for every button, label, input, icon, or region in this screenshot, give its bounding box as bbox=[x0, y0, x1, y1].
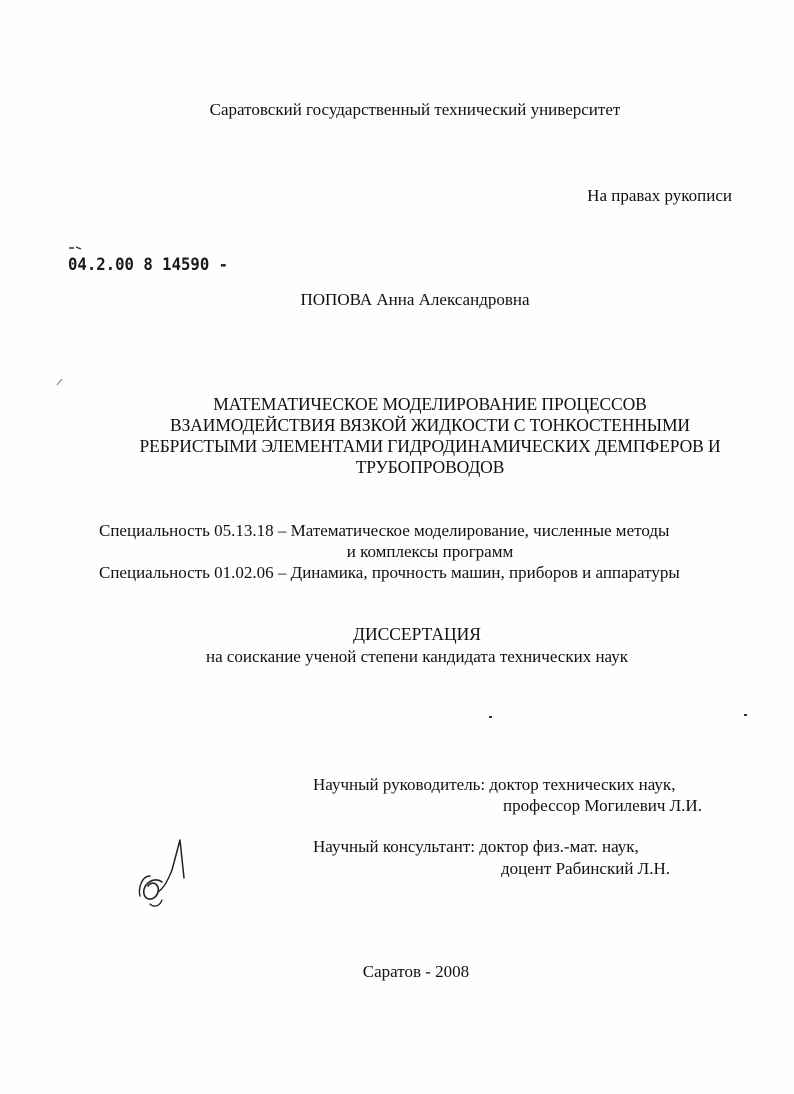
consultant-line-2: доцент Рабинский Л.Н. bbox=[501, 859, 670, 878]
university-name: Саратовский государственный технический университет bbox=[209, 100, 621, 119]
specialties bbox=[60, 520, 794, 583]
registration-stamp: 04.2.00 8 14590 - bbox=[68, 255, 229, 275]
consultant-line-1: Научный консультант: доктор физ.-мат. наук, bbox=[313, 837, 639, 856]
specialty-line: и комплексы программ bbox=[346, 542, 514, 561]
dissertation-heading: ДИССЕРТАЦИЯ bbox=[353, 624, 481, 644]
handwritten-signature-icon bbox=[132, 836, 194, 910]
pen-mark-icon bbox=[56, 378, 64, 386]
author-name: ПОПОВА Анна Александровна bbox=[300, 290, 530, 309]
supervisor-line-1: Научный руководитель: доктор технических наук, bbox=[313, 775, 676, 794]
specialty-line: Специальность 05.13.18 – Математическое моделирование, численные методы bbox=[99, 521, 670, 540]
dissertation-title bbox=[60, 394, 794, 478]
rights-note: На правах рукописи bbox=[587, 186, 732, 205]
speck bbox=[744, 714, 747, 716]
supervisor-line-2: профессор Могилевич Л.И. bbox=[503, 796, 702, 815]
city-year: Саратов - 2008 bbox=[362, 962, 470, 981]
speck bbox=[489, 716, 492, 718]
stamp-mark-icon bbox=[68, 246, 82, 252]
title-line: ТРУБОПРОВОДОВ bbox=[355, 457, 505, 477]
specialty-line: Специальность 01.02.06 – Динамика, прочность машин, приборов и аппаратуры bbox=[99, 563, 680, 582]
title-line: ВЗАИМОДЕЙСТВИЯ ВЯЗКОЙ ЖИДКОСТИ С ТОНКОСТЕННЫМИ bbox=[170, 415, 690, 435]
dissertation-subtitle: на соискание ученой степени кандидата технических наук bbox=[205, 647, 628, 666]
title-line: РЕБРИСТЫМИ ЭЛЕМЕНТАМИ ГИДРОДИНАМИЧЕСКИХ ДЕМПФЕРОВ И bbox=[139, 436, 721, 456]
title-line: МАТЕМАТИЧЕСКОЕ МОДЕЛИРОВАНИЕ ПРОЦЕССОВ bbox=[213, 394, 647, 414]
